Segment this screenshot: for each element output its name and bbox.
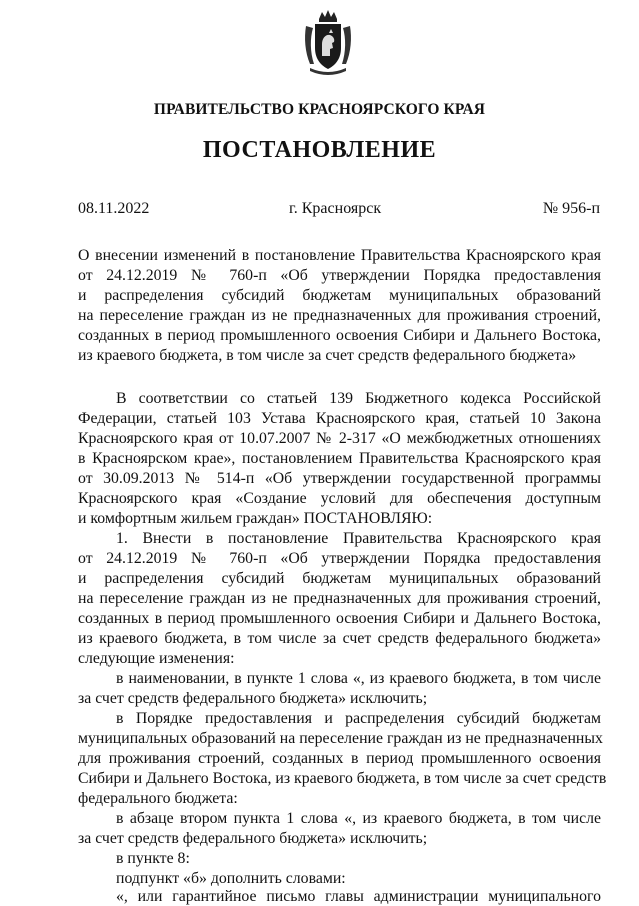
body-line: от 30.09.2013 № 514-п «Об утверждении государственной программы [78, 470, 601, 487]
title-line: и распределения субсидий бюджетам муниципальных образований [78, 287, 601, 304]
body-line: в абзаце втором пункта 1 слова «, из краевого бюджета, в том числе [116, 810, 601, 827]
body-line: Красноярского края «Создание условий для обеспечения доступным [78, 490, 601, 507]
body-line: от 24.12.2019 № 760-п «Об утверждении Порядка предоставления [78, 550, 601, 567]
body-line: и комфортным жильем граждан» ПОСТАНОВЛЯЮ: [78, 510, 433, 527]
body-line: Федерации, статьей 103 Устава Красноярского края, статьей 10 Закона [78, 410, 601, 427]
body-line: и распределения субсидий бюджетам муниципальных образований [78, 570, 601, 587]
document-city: г. Красноярск [289, 200, 382, 217]
body-line: В соответствии со статьей 139 Бюджетного кодекса Российской [116, 390, 601, 407]
title-line: созданных в период промышленного освоения Сибири и Дальнего Востока, [78, 327, 601, 344]
document-type: ПОСТАНОВЛЕНИЕ [202, 137, 437, 163]
title-line: от 24.12.2019 № 760-п «Об утверждении Порядка предоставления [78, 267, 601, 284]
body-line: в пункте 8: [116, 850, 190, 867]
document-date: 08.11.2022 [78, 200, 150, 217]
body-line: за счет средств федерального бюджета» исключить; [78, 690, 428, 707]
body-line: в Порядке предоставления и распределения субсидий бюджетам [116, 710, 601, 727]
body-line: из краевого бюджета, в том числе за счет средств федерального бюджета» [78, 630, 601, 647]
body-line: в наименовании, в пункте 1 слова «, из краевого бюджета, в том числе [116, 670, 601, 687]
body-line: федерального бюджета: [78, 790, 238, 807]
body-line: Красноярского края от 10.07.2007 № 2-317 «О межбюджетных отношениях [78, 430, 601, 447]
krasnoyarsk-coat-of-arms-icon [302, 8, 354, 76]
body-line: 1. Внести в постановление Правительства Красноярского края [116, 530, 601, 547]
body-line: созданных в период промышленного освоения Сибири и Дальнего Востока, [78, 610, 601, 627]
title-line: на переселение граждан из не предназначенных для проживания строений, [78, 307, 601, 324]
title-line: О внесении изменений в постановление Правительства Красноярского края [78, 247, 601, 264]
body-line: для проживания строений, созданных в период промышленного освоения [78, 750, 601, 767]
body-line: в Красноярском крае», постановлением Правительства Красноярского края [78, 450, 601, 467]
government-name: ПРАВИТЕЛЬСТВО КРАСНОЯРСКОГО КРАЯ [153, 101, 486, 118]
body-line: «, или гарантийное письмо главы администрации муниципального [116, 888, 601, 905]
title-line: из краевого бюджета, в том числе за счет средств федерального бюджета» [78, 347, 577, 364]
body-line: муниципальных образований на переселение граждан из не предназначенных [78, 730, 603, 747]
body-line: Сибири и Дальнего Востока, из краевого бюджета, в том числе за счет средств [78, 770, 607, 787]
body-line: подпункт «б» дополнить словами: [116, 870, 346, 887]
document-number: № 956-п [542, 200, 600, 217]
body-line: следующие изменения: [78, 650, 235, 667]
body-line: за счет средств федерального бюджета» исключить; [78, 830, 428, 847]
body-line: на переселение граждан из не предназначенных для проживания строений, [78, 590, 601, 607]
